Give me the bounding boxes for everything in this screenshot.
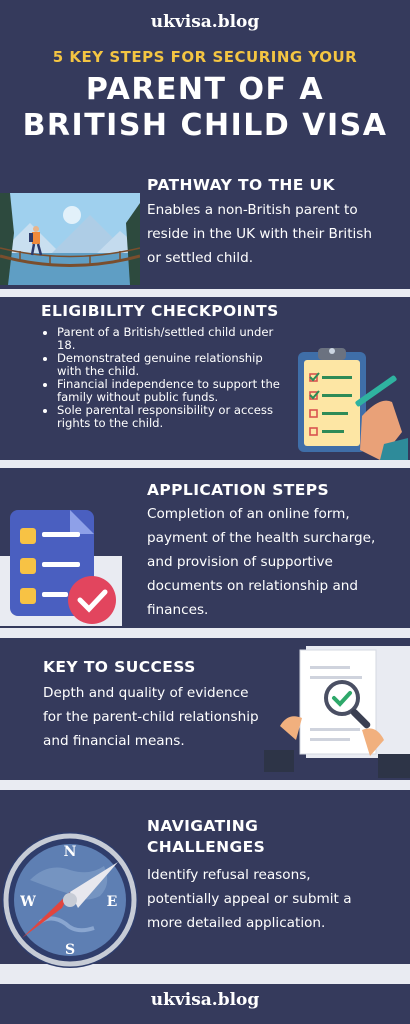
- success-line: and financial means.: [43, 733, 185, 749]
- application-line: Completion of an online form,: [147, 506, 350, 522]
- eligibility-list: [43, 326, 317, 430]
- eligibility-item: • Financial independence to support the family without public funds.: [57, 378, 317, 403]
- section-title-challenges-line1: NAVIGATING: [147, 817, 259, 835]
- application-line: and provision of supportive: [147, 554, 333, 570]
- section-body-pathway: [147, 198, 372, 270]
- compass-north-label: N: [63, 844, 77, 860]
- section-body-application: [147, 502, 375, 622]
- pathway-line: Enables a non-British parent to: [147, 202, 358, 218]
- section-body-success: [43, 681, 259, 753]
- eligibility-item: • Demonstrated genuine relationship with the child.: [57, 352, 317, 377]
- section-title-eligibility: ELIGIBILITY CHECKPOINTS: [41, 302, 279, 320]
- success-line: Depth and quality of evidence: [43, 685, 249, 701]
- compass-east-label: E: [106, 894, 118, 910]
- pathway-line: or settled child.: [147, 250, 254, 266]
- brand-bottom: ukvisa.blog: [150, 990, 260, 1010]
- page-title-line1: PARENT OF A: [85, 72, 325, 107]
- hiker-bridge-illustration: [0, 193, 140, 285]
- compass-west-label: W: [20, 894, 36, 910]
- document-check-icon: [6, 506, 124, 630]
- eligibility-item: • Sole parental responsibility or access rights to the child.: [57, 404, 317, 429]
- page-title-line2: BRITISH CHILD VISA: [22, 108, 388, 143]
- application-line: payment of the health surcharge,: [147, 530, 376, 546]
- application-line: finances.: [147, 602, 209, 618]
- compass-icon: [0, 830, 140, 970]
- section-divider: [0, 289, 410, 297]
- brand-top: ukvisa.blog: [150, 12, 260, 32]
- section-title-application: APPLICATION STEPS: [147, 481, 330, 499]
- challenges-line: Identify refusal reasons,: [147, 867, 311, 883]
- magnifier-check-icon: [264, 646, 410, 780]
- challenges-line: more detailed application.: [147, 915, 326, 931]
- section-divider: [0, 460, 410, 468]
- eligibility-item: • Parent of a British/settled child under 18.: [57, 326, 317, 351]
- section-divider: [0, 780, 410, 790]
- header-kicker: 5 KEY STEPS FOR SECURING YOUR: [52, 48, 358, 66]
- section-title-challenges-line2: CHALLENGES: [147, 838, 266, 856]
- challenges-line: potentially appeal or submit a: [147, 891, 352, 907]
- pathway-line: reside in the UK with their British: [147, 226, 373, 242]
- success-line: for the parent-child relationship: [43, 709, 259, 725]
- section-title-success: KEY TO SUCCESS: [43, 658, 196, 676]
- application-line: documents on relationship and: [147, 578, 359, 594]
- compass-south-label: S: [64, 942, 76, 958]
- clipboard-checklist-icon: [292, 344, 408, 460]
- section-divider: [0, 628, 410, 638]
- section-title-pathway: PATHWAY TO THE UK: [147, 176, 335, 194]
- section-body-challenges: [147, 863, 352, 935]
